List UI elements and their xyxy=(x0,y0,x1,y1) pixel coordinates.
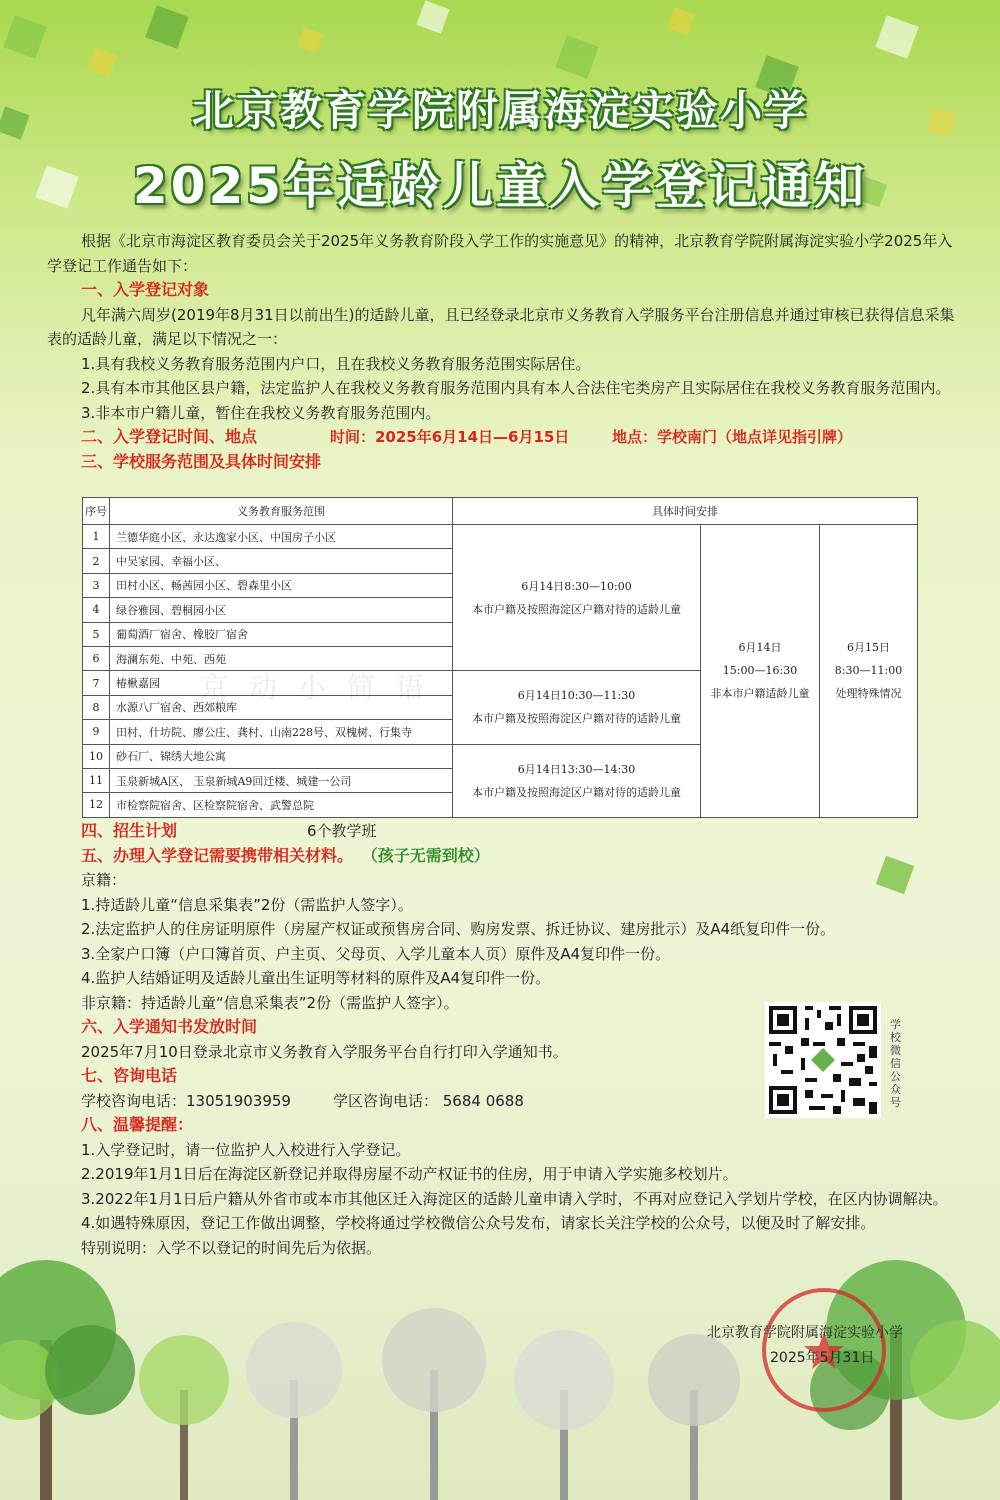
list-item: 1.持适龄儿童“信息采集表”2份（需监护人签字）。 xyxy=(81,895,413,914)
section-heading: 二、入学登记时间、地点 xyxy=(81,427,258,446)
slot-desc: 本市户籍及按照海淀区户籍对待的适龄儿童 xyxy=(472,712,681,726)
section4-row xyxy=(47,819,955,844)
row-number: 8 xyxy=(83,695,110,719)
row-number: 6 xyxy=(83,646,110,670)
section5-row xyxy=(47,844,955,869)
list-item: 3.2022年1月1日后户籍从外省市或本市其他区迁入海淀区的适龄儿童申请入学时，不再对应登记入学划片学校，在区内协调解决。 xyxy=(81,1189,948,1208)
row-number: 7 xyxy=(83,671,110,695)
slot-cell xyxy=(453,671,701,744)
section2-row xyxy=(47,425,955,450)
service-range: 椿楸嘉园 xyxy=(110,671,453,695)
paragraph: 2025年7月10日登录北京市义务教育入学服务平台自行打印入学通知书。 xyxy=(81,1042,568,1061)
section-heading: 八、温馨提醒： xyxy=(81,1115,194,1134)
notice-title: 2025年适龄儿童入学登记通知 xyxy=(132,157,868,215)
registration-time: 时间：2025年6月14日—6月15日 xyxy=(330,428,570,446)
school-name-title: 北京教育学院附属海淀实验小学 xyxy=(191,86,808,135)
column-header: 义务教育服务范围 xyxy=(110,498,453,525)
signature-org: 北京教育学院附属海淀实验小学 xyxy=(707,1325,903,1341)
table-header-row xyxy=(83,498,918,525)
column-header: 具体时间安排 xyxy=(453,498,918,525)
list-item: 4.如遇特殊原因，登记工作做出调整，学校将通过学校微信公众号发布，请家长关注学校的公众号，以便及时了解安排。 xyxy=(81,1214,876,1232)
special-time: 8:30—11:00 xyxy=(834,664,903,678)
row-number: 1 xyxy=(83,525,110,549)
paragraph: 凡年满六周岁(2019年8月31日以前出生)的适龄儿童，且已经登录北京市义务教育入学服务平台注册信息并通过审核已获得信息采集表的适龄儿童，满足以下情况之一： xyxy=(47,305,955,348)
nonlocal-time: 15:00—16:30 xyxy=(722,664,798,678)
section-note: （孩子无需到校） xyxy=(361,845,490,865)
section-heading: 五、办理入学登记需要携带相关材料。 xyxy=(81,845,354,865)
column-header: 序号 xyxy=(83,498,110,525)
section-heading: 一、入学登记对象 xyxy=(81,280,210,299)
nonlocal-desc: 非本市户籍适龄儿童 xyxy=(710,687,810,701)
row-number: 10 xyxy=(83,744,110,768)
service-range: 玉泉新城A区、 玉泉新城A9回迁楼、城建一公司 xyxy=(110,768,453,792)
list-item: 2.2019年1月1日后在海淀区新登记并取得房屋不动产权证书的住房，用于申请入学实施多校划片。 xyxy=(81,1165,738,1183)
service-range: 砂石厂、锦绣大地公寓 xyxy=(110,744,453,768)
list-item: 2.法定监护人的住房证明原件（房屋产权证或预售房合同、购房发票、拆迁协议、建房批示）及A4纸复印件一份。 xyxy=(81,920,836,938)
intro-block xyxy=(47,229,955,474)
row-number: 11 xyxy=(83,768,110,792)
slot-cell xyxy=(453,525,701,671)
row-number: 4 xyxy=(83,598,110,622)
school-phone: 学校咨询电话：13051903959 xyxy=(81,1091,291,1110)
special-note: 特别说明：入学不以登记的时间先后为依据。 xyxy=(81,1238,382,1257)
section-heading: 三、学校服务范围及具体时间安排 xyxy=(81,451,322,471)
district-phone: 学区咨询电话： 5684 0688 xyxy=(333,1091,524,1110)
class-count: 6个教学班 xyxy=(307,822,377,840)
special-desc: 处理特殊情况 xyxy=(835,687,902,701)
service-range: 兰德华庭小区、永达逸家小区、中国房子小区 xyxy=(110,525,453,549)
list-item: 2.具有本市其他区县户籍，法定监护人在我校义务教育服务范围内具有本人合法住宅类房产且实际居住在我校义务教育服务范围内。 xyxy=(81,379,951,397)
label: 京籍： xyxy=(81,871,127,889)
slot-time: 6月14日8:30—10:00 xyxy=(521,579,632,593)
row-number: 2 xyxy=(83,549,110,573)
qr-code-icon xyxy=(765,1002,881,1118)
service-range: 中吴家园、幸福小区、 xyxy=(110,549,453,573)
section-heading: 七、咨询电话 xyxy=(81,1066,178,1085)
list-item: 1.入学登记时，请一位监护人入校进行入学登记。 xyxy=(81,1140,411,1159)
row-number: 12 xyxy=(83,793,110,817)
slot-time: 6月14日10:30—11:30 xyxy=(517,689,636,703)
table-row xyxy=(83,525,918,549)
paragraph: 非京籍：持适龄儿童“信息采集表”2份（需监护人签字）。 xyxy=(81,993,459,1012)
list-item: 3.非本市户籍儿童，暂住在我校义务教育服务范围内。 xyxy=(81,403,441,422)
service-range: 田村小区、畅茜园小区、碧森里小区 xyxy=(110,573,453,597)
slot-cell xyxy=(453,744,701,817)
qr-label: 学校微信公众号 xyxy=(890,1018,901,1109)
registration-place: 地点：学校南门（地点详见指引牌） xyxy=(612,428,853,446)
service-range: 水源八厂宿舍、西郊粮库 xyxy=(110,695,453,719)
list-item: 4.监护人结婚证明及适龄儿童出生证明等材料的原件及A4复印件一份。 xyxy=(81,969,551,987)
signature-date: 2025年5月31日 xyxy=(770,1350,875,1366)
row-number: 5 xyxy=(83,622,110,646)
slot-desc: 本市户籍及按照海淀区户籍对待的适龄儿童 xyxy=(472,602,681,616)
special-date: 6月15日 xyxy=(847,641,890,655)
slot-time: 6月14日13:30—14:30 xyxy=(517,762,636,776)
service-range: 葡萄酒厂宿舍、橡胶厂宿舍 xyxy=(110,622,453,646)
section-heading: 四、招生计划 xyxy=(81,821,178,840)
schedule-table xyxy=(82,497,918,818)
service-range: 海澜东苑、中苑、西苑 xyxy=(110,646,453,670)
section-heading: 六、入学通知书发放时间 xyxy=(81,1017,258,1036)
nonlocal-cell xyxy=(701,525,820,818)
service-range: 市检察院宿舍、区检察院宿舍、武警总院 xyxy=(110,793,453,817)
special-cell xyxy=(820,525,918,818)
row-number: 9 xyxy=(83,720,110,744)
list-item: 1.具有我校义务教育服务范围内户口，且在我校义务教育服务范围实际居住。 xyxy=(81,354,591,373)
watermark-text: 京 动 小 简 语 xyxy=(200,671,430,704)
intro-text: 根据《北京市海淀区教育委员会关于2025年义务教育阶段入学工作的实施意见》的精神，北京教育学院附属海淀实验小学2025年入学登记工作通告如下： xyxy=(47,232,953,275)
list-item: 3.全家户口簿（户口簿首页、户主页、父母页、入学儿童本人页）原件及A4复印件一份。 xyxy=(81,944,671,963)
row-number: 3 xyxy=(83,573,110,597)
service-range: 绿谷雅园、碧桐园小区 xyxy=(110,598,453,622)
service-range: 田村、什坊院、廖公庄、龚村、山南228号、双槐树、行集寺 xyxy=(110,720,453,744)
nonlocal-date: 6月14日 xyxy=(738,641,782,655)
slot-desc: 本市户籍及按照海淀区户籍对待的适龄儿童 xyxy=(472,785,681,799)
